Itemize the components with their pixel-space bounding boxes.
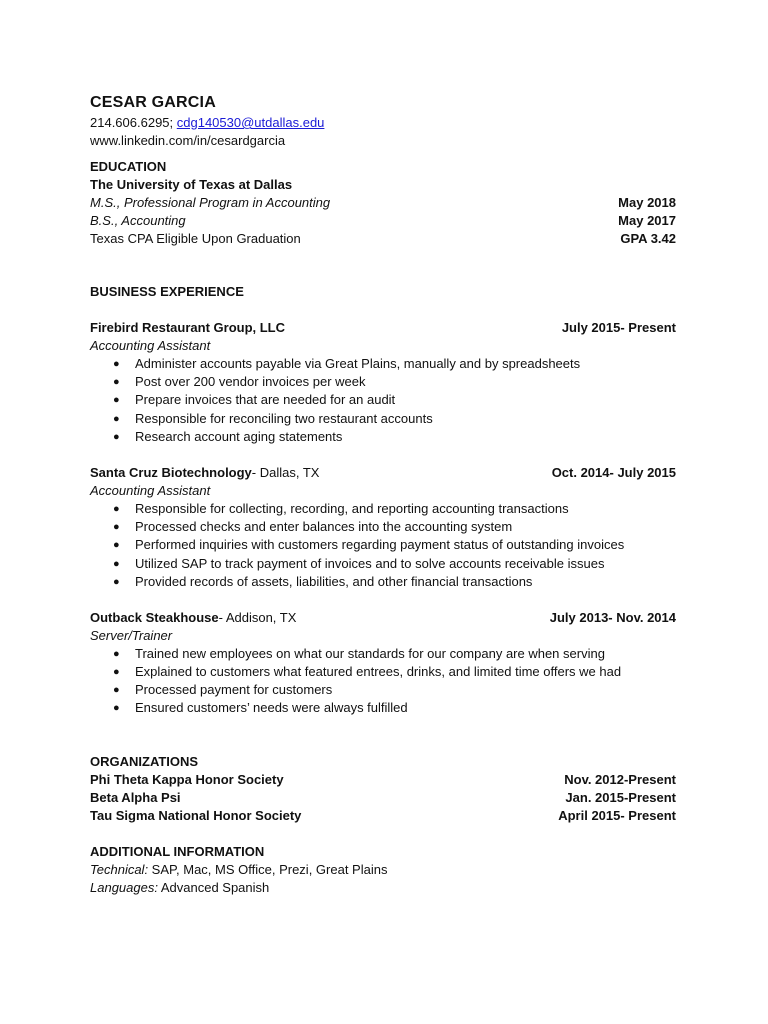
degree-bs: B.S., Accounting (90, 213, 186, 228)
job-header (90, 319, 676, 337)
education-row (90, 212, 676, 230)
employer-name: Firebird Restaurant Group, LLC (90, 320, 286, 335)
job-header (90, 464, 676, 482)
employer-name: Outback Steakhouse (90, 609, 219, 625)
employer-location: - Dallas, TX (251, 464, 320, 480)
job-title: Server/Trainer (90, 627, 173, 643)
bullet-icon: ● (113, 358, 120, 370)
organization-name: Beta Alpha Psi (90, 789, 181, 805)
education-row (90, 230, 676, 248)
organization-name: Phi Theta Kappa Honor Society (90, 771, 284, 787)
additional-info-heading: ADDITIONAL INFORMATION (90, 843, 265, 859)
bullet-icon: ● (113, 412, 120, 425)
organization-row (90, 807, 676, 825)
list-item: ● Ensured customers’ needs were always fulfilled (90, 699, 676, 717)
list-item: ● Utilized SAP to track payment of invoices and to solve accounts receivable issues (90, 555, 676, 573)
bullet-icon: ● (113, 502, 120, 515)
languages-value: Advanced Spanish (157, 879, 270, 895)
bullet-icon: ● (113, 394, 120, 407)
organization-row (90, 789, 676, 807)
job-dates: July 2015- Present (561, 320, 676, 335)
phone-number: 214.606.6295; (90, 115, 174, 130)
organization-dates: Nov. 2012-Present (564, 771, 676, 787)
bullet-icon: ● (113, 666, 120, 679)
candidate-name: CESAR GARCIA (90, 94, 216, 111)
organization-row (90, 771, 676, 789)
job-duties-list (90, 645, 676, 718)
technical-value: SAP, Mac, MS Office, Prezi, Great Plains (148, 861, 388, 877)
bullet-icon: ● (113, 575, 120, 588)
bullet-icon: ● (113, 557, 120, 570)
education-heading: EDUCATION (90, 159, 167, 174)
job-dates: Oct. 2014- July 2015 (551, 464, 676, 480)
job-header (90, 609, 676, 627)
education-row (90, 194, 676, 212)
degree-ms: M.S., Professional Program in Accounting (90, 195, 331, 210)
technical-skills (90, 861, 676, 879)
bullet-icon: ● (113, 684, 120, 697)
organization-dates: Jan. 2015-Present (565, 789, 676, 805)
job-title: Accounting Assistant (90, 482, 211, 498)
list-item: ● Explained to customers what featured entrees, drinks, and limited time offers we had (90, 663, 676, 681)
degree-ms-date: May 2018 (618, 195, 676, 210)
list-item: ● Processed checks and enter balances into the accounting system (90, 518, 676, 536)
job-title: Accounting Assistant (90, 338, 211, 353)
list-item: ● Trained new employees on what our standards for our company are when serving (90, 645, 676, 663)
list-item: ● Prepare invoices that are needed for an audit (90, 391, 676, 409)
resume-content (90, 92, 676, 897)
list-item: ● Responsible for reconciling two restaurant accounts (90, 410, 676, 428)
bullet-icon: ● (113, 647, 120, 660)
languages (90, 879, 676, 897)
organizations-heading: ORGANIZATIONS (90, 753, 199, 769)
job-dates: July 2013- Nov. 2014 (549, 609, 676, 625)
contact-line (90, 114, 676, 132)
job-duties-list (90, 355, 676, 446)
list-item: ● Processed payment for customers (90, 681, 676, 699)
bullet-icon: ● (113, 702, 120, 715)
degree-bs-date: May 2017 (618, 213, 676, 228)
linkedin-url: www.linkedin.com/in/cesardgarcia (90, 133, 286, 148)
organization-dates: April 2015- Present (558, 807, 676, 823)
list-item: ● Responsible for collecting, recording, and reporting accounting transactions (90, 500, 676, 518)
employer-location: - Addison, TX (218, 609, 297, 625)
employer-name: Santa Cruz Biotechnology (90, 464, 252, 480)
technical-label: Technical: (90, 861, 149, 877)
school-name: The University of Texas at Dallas (90, 177, 293, 192)
gpa: GPA 3.42 (620, 231, 676, 246)
list-item: ● Research account aging statements (90, 428, 676, 446)
bullet-icon: ● (113, 521, 120, 534)
bullet-icon: ● (113, 430, 120, 443)
list-item: ● Post over 200 vendor invoices per week (90, 373, 676, 391)
list-item: ● Administer accounts payable via Great Plains, manually and by spreadsheets (90, 355, 676, 373)
experience-heading: BUSINESS EXPERIENCE (90, 284, 244, 299)
email-link[interactable]: cdg140530@utdallas.edu (176, 115, 325, 130)
cpa-eligibility: Texas CPA Eligible Upon Graduation (90, 231, 301, 246)
list-item: ● Performed inquiries with customers regarding payment status of outstanding invoices (90, 536, 676, 554)
languages-label: Languages: (90, 879, 158, 895)
bullet-icon: ● (113, 539, 120, 552)
bullet-icon: ● (113, 376, 120, 389)
job-duties-list (90, 500, 676, 591)
list-item: ● Provided records of assets, liabilities, and other financial transactions (90, 573, 676, 591)
organization-name: Tau Sigma National Honor Society (90, 807, 302, 823)
